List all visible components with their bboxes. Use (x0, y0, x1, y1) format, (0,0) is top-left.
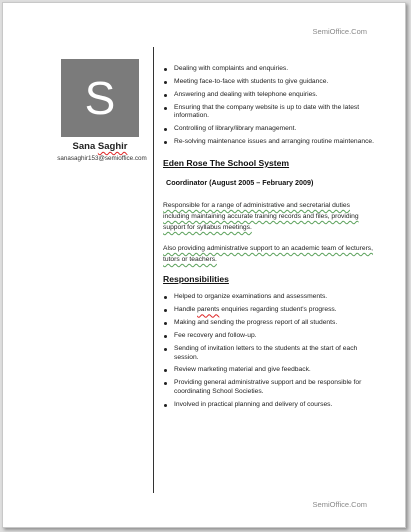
list-item: Making and sending the progress report of all students. (163, 319, 375, 328)
list-item: Meeting face-to-face with students to give guidance. (163, 78, 375, 87)
list-item: Providing general administrative support and be responsible for coordinating School Societies. (163, 379, 375, 396)
last-name: Saghir (97, 141, 128, 152)
column-divider (153, 47, 154, 493)
list-item (163, 306, 375, 315)
item-text-flagged: parents (197, 306, 220, 314)
summary-paragraph-1: Responsible for a range of administrative and secretarial duties including maintaining accurate training records and files, providing support for syllabus meetings. (163, 201, 359, 231)
list-item: Fee recovery and follow-up. (163, 332, 375, 341)
list-item: Sending of invitation letters to the students at the start of each session. (163, 345, 375, 362)
avatar-initial: S (84, 72, 116, 124)
item-text-pre: Handle (174, 306, 198, 314)
employer-heading: Eden Rose The School System (163, 157, 290, 168)
list-item: Dealing with complaints and enquiries. (163, 65, 375, 74)
role-line: Coordinator (August 2005 – February 2009) (166, 178, 314, 188)
item-text-post: enquiries regarding student's progress. (219, 306, 337, 314)
main-content (163, 65, 375, 414)
summary-paragraph-2: Also providing administrative support to an academic team of lecturers, tutors or teachers. (163, 244, 374, 263)
responsibilities-list (163, 293, 375, 409)
list-item: Answering and dealing with telephone enquiries. (163, 91, 375, 100)
watermark-top: SemiOffice.Com (312, 27, 367, 36)
watermark-bottom: SemiOffice.Com (312, 500, 367, 509)
list-item: Ensuring that the company website is up to date with the latest information. (163, 104, 375, 121)
first-name: Sana (72, 141, 96, 152)
duties-list (163, 65, 375, 147)
list-item: Helped to organize examinations and assessments. (163, 293, 375, 302)
list-item: Review marketing material and give feedback. (163, 366, 375, 375)
profile-email: sanasaghir153@semioffice.com (57, 155, 147, 162)
responsibilities-heading: Responsibilities (163, 273, 229, 284)
avatar (61, 59, 139, 137)
resume-page (2, 2, 406, 528)
list-item: Involved in practical planning and delivery of courses. (163, 401, 375, 410)
profile-name (51, 141, 149, 152)
list-item: Controlling of library/library management. (163, 125, 375, 134)
list-item: Re-solving maintenance issues and arranging routine maintenance. (163, 138, 375, 147)
